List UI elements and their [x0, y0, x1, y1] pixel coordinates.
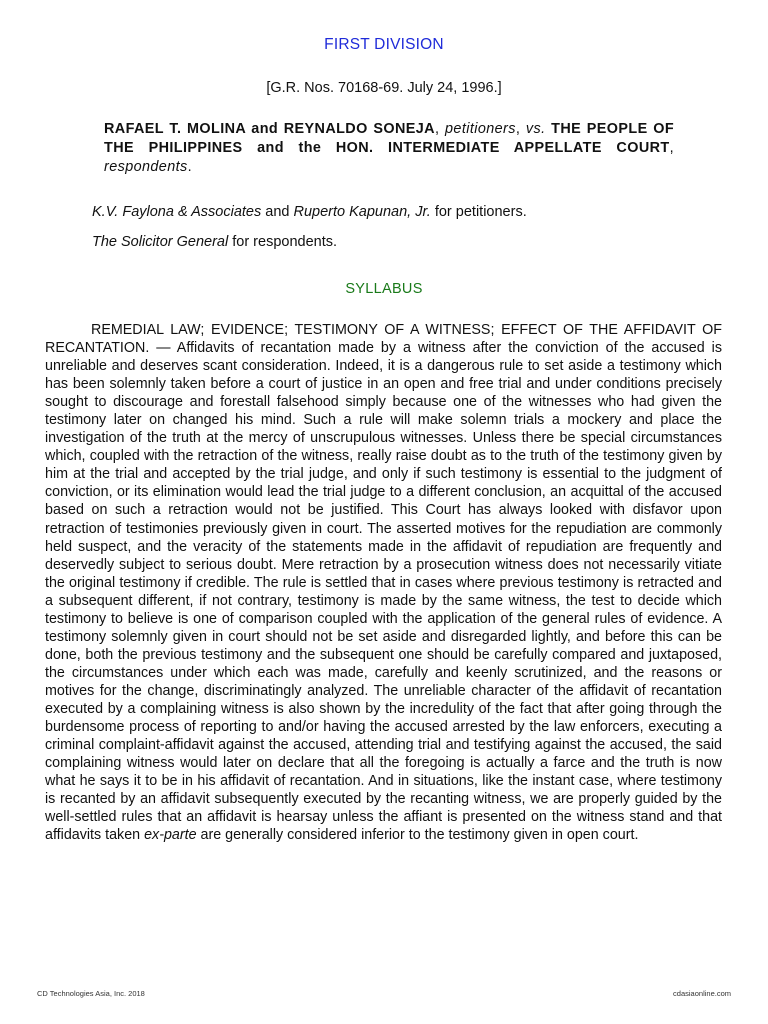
petitioners-names: RAFAEL T. MOLINA and REYNALDO SONEJA	[104, 121, 435, 137]
petitioners-counsel-2: Ruperto Kapunan, Jr.	[293, 204, 431, 220]
syllabus-italic-term: ex-parte	[144, 827, 197, 844]
case-caption: RAFAEL T. MOLINA and REYNALDO SONEJA, petitioners, vs. THE PEOPLE OF THE PHILIPPINES and the HON. INTERMEDIATE APPELLATE COURT, respondents.	[104, 121, 675, 175]
case-number: [G.R. Nos. 70168-69. July 24, 1996.]	[266, 80, 502, 96]
respondents-counsel: The Solicitor General	[92, 234, 229, 250]
for-petitioners: for petitioners.	[434, 204, 527, 220]
petitioners-counsel-1: K.V. Faylona & Associates	[92, 204, 262, 220]
counsel-and: and	[265, 204, 290, 220]
footer-copyright: CD Technologies Asia, Inc. 2018	[37, 989, 145, 998]
footer-website: cdasiaonline.com	[673, 989, 731, 998]
respondents-names: THE PEOPLE OF THE PHILIPPINES and the HON. INTERMEDIATE APPELLATE COURT	[104, 121, 675, 156]
division-heading: FIRST DIVISION	[324, 36, 444, 53]
petitioners-role: petitioners	[445, 121, 516, 137]
versus-label: vs.	[525, 121, 546, 137]
respondents-counsel-line	[92, 234, 337, 250]
for-respondents: for respondents.	[232, 234, 338, 250]
petitioners-counsel-line	[92, 204, 527, 220]
syllabus-paragraph	[45, 321, 722, 844]
syllabus-heading: SYLLABUS	[345, 281, 423, 297]
syllabus-text-end: are generally considered inferior to the testimony given in open court.	[200, 827, 639, 844]
syllabus-text-main: REMEDIAL LAW; EVIDENCE; TESTIMONY OF A WITNESS; EFFECT OF THE AFFIDAVIT OF RECANTATION. — Affidavits of recantation made by a witness after the conviction of the accused is unreliable and deserves scant consideration. Indeed, it is a dangerous rule to set aside a testimony which has been solemnly taken before a court of justice in an open and free trial and under conditions precisely sought to discourage and forestall falsehood simply because one of the witnesses who had given the testimony later on changed his mind. Such a rule will make solemn trials a mockery and place the investigation of the truth at the mercy of unscrupulous witnesses. Unless there be special circumstances which, coupled with the retraction of the witness, really raise doubt as to the truth of the testimony given by him at the trial and accepted by the trial judge, and only if such testimony is essential to the judgment of conviction, or its elimination would lead the trial judge to a different conclusion, an acquittal of the accused based on such a retraction would not be justified. This Court has always looked with disfavor upon retraction of testimonies previously given in court. The asserted motives for the repudiation are commonly held suspect, and the veracity of the statements made in the affidavit of repudiation are frequently and deservedly subject to serious doubt. Mere retraction by a prosecution witness does not necessarily vitiate the original testimony if credible. The rule is settled that in cases where previous testimony is retracted and a subsequent different, if not contrary, testimony is made by the same witness, the test to decide which testimony to believe is one of comparison coupled with the application of the general rules of evidence. A testimony solemnly given in court should not be set aside and disregarded lightly, and before this can be done, both the previous testimony and the subsequent one should be carefully compared and juxtaposed, the circumstances under which each was made, carefully and keenly scrutinized, and the reasons or motives for the change, discriminatingly analyzed. The unreliable character of the affidavit of recantation executed by a complaining witness is also shown by the incredulity of the fact that after going through the burdensome process of reporting to and/or having the accused arrested by the law enforcers, executing a criminal complaint-affidavit against the accused, attending trial and testifying against the accused, the said complaining witness would later on declare that all the foregoing is actually a farce and the truth is now what he says it to be in his affidavit of recantation. And in situations, like the instant case, where testimony is recanted by an affidavit subsequently executed by the recanting witness, we are properly guided by the well-settled rules that an affidavit is hearsay unless the affiant is presented on the witness stand and that affidavits taken	[45, 322, 722, 844]
respondents-role: respondents	[104, 159, 188, 175]
